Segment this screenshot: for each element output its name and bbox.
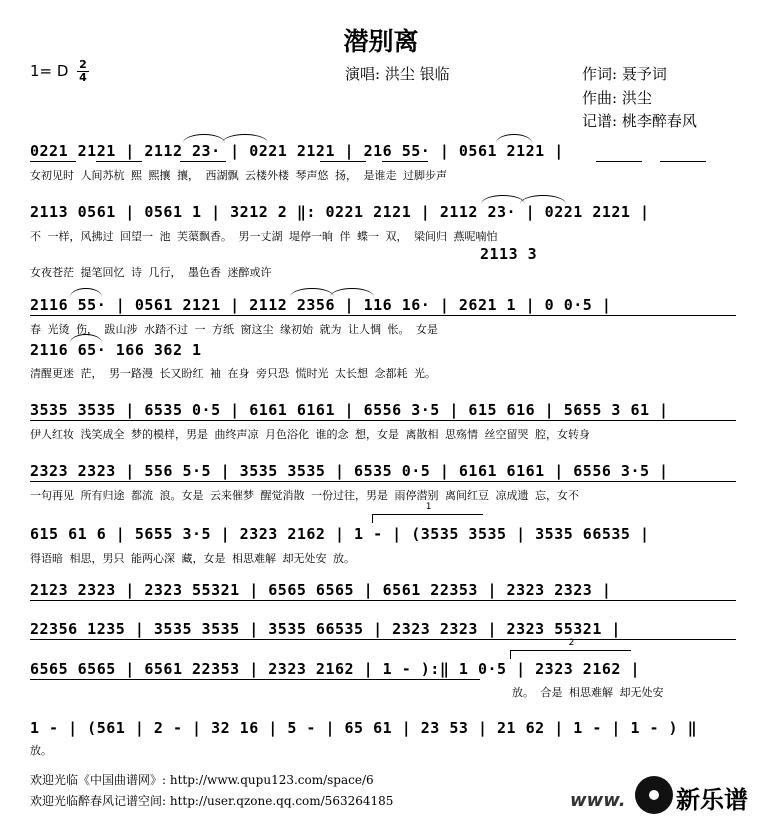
volta-bracket-first — [372, 502, 483, 523]
notation-line-10: 1 - | (561 | 2 - | 32 16 | 5 - | 65 61 | 23 53 | 21 62 | 1 - | 1 - ) ‖ — [30, 719, 698, 737]
notation-line-3: 2116 55· | 0561 2121 | 2112 2356 | 116 16· | 2621 1 | 0 0·5 | — [30, 296, 612, 314]
beam-line — [30, 481, 736, 482]
notation-line-1: 0221 2121 | 2112 23· | 0221 2121 | 216 55· | 0561 2121 | — [30, 142, 564, 160]
beam-line — [180, 161, 226, 162]
slur-mark — [70, 288, 102, 297]
lyric-line-1: 女初见时 人间苏杭 熙 熙攘 攘， 西湖飘 云楼外楼 琴声悠 扬， 是谁走 过脚步声 — [30, 169, 447, 182]
slur-mark — [481, 195, 525, 204]
watermark-logo — [570, 776, 758, 816]
footer-space-link: 欢迎光临醉春风记谱空间: http://user.qzone.qq.com/563264185 — [30, 794, 394, 808]
record-disc-icon — [635, 776, 673, 814]
transcriber-credit: 记谱: 桃李醉春风 — [582, 112, 697, 130]
beam-line — [660, 161, 706, 162]
notation-line-3-alt: 2116 65· 166 362 1 — [30, 341, 202, 359]
notation-line-4: 3535 3535 | 6535 0·5 | 6161 6161 | 6556 3·5 | 615 616 | 5655 3 61 | — [30, 401, 669, 419]
beam-line — [596, 161, 642, 162]
beam-line — [30, 315, 736, 316]
notation-line-2-alt: 2113 3 — [480, 245, 538, 263]
beam-line — [382, 161, 428, 162]
composer-credit: 作曲: 洪尘 — [582, 89, 652, 107]
notation-line-2: 2113 0561 | 0561 1 | 3212 2 ‖: 0221 2121 | 2112 23· | 0221 2121 | — [30, 203, 650, 221]
time-signature — [77, 59, 89, 84]
slur-mark — [183, 134, 225, 143]
beam-line — [30, 600, 736, 601]
beam-line — [30, 639, 736, 640]
singer-credit: 演唱: 洪尘 银临 — [345, 65, 450, 83]
beam-line — [30, 161, 76, 162]
lyric-line-4: 伊人红妆 浅笑成全 梦的模样，男是 曲终声凉 月色浴化 谁的念 想，女是 离散相 思殇情 丝空留哭 腔，女转身 — [30, 428, 590, 441]
slur-mark — [496, 134, 532, 143]
beam-line — [96, 161, 142, 162]
lyric-line-5: 一句再见 所有归途 都流 浪。女是 云来催梦 醒觉消散 一份过往，男是 雨停潜别 离间红豆 凉成遗 忘，女不 — [30, 489, 579, 502]
slur-mark — [520, 195, 566, 204]
watermark-www: www. — [570, 790, 626, 811]
lyric-line-3-alt: 清醒更迷 茫， 男一路漫 长又盼红 袖 在身 旁只恐 慌时光 太长想 念都耗 光。 — [30, 367, 436, 380]
slur-mark — [222, 134, 268, 143]
notation-line-5: 2323 2323 | 556 5·5 | 3535 3535 | 6535 0·5 | 6161 6161 | 6556 3·5 | — [30, 462, 669, 480]
volta-number: 2 — [568, 638, 575, 648]
volta-bracket-second — [510, 638, 631, 659]
notation-line-8: 22356 1235 | 3535 3535 | 3535 66535 | 2323 2323 | 2323 55321 | — [30, 620, 621, 638]
volta-number: 1 — [425, 502, 432, 512]
beam-line — [30, 420, 736, 421]
notation-line-6: 615 61 6 | 5655 3·5 | 2323 2162 | 1 - | (3535 3535 | 3535 66535 | — [30, 525, 650, 543]
slur-mark — [330, 288, 374, 297]
beam-line — [320, 161, 366, 162]
key-signature: 1= D — [30, 62, 69, 80]
lyric-line-6: 得语暗 相思，男只 能两心深 藏，女是 相思难解 却无处安 放。 — [30, 552, 355, 565]
watermark-brand: 新乐谱 — [676, 786, 748, 814]
footer-site-link: 欢迎光临《中国曲谱网》: http://www.qupu123.com/space/6 — [30, 773, 374, 787]
lyric-line-3: 春 光烫 伤， 跋山涉 水踏不过 一 方纸 窗这尘 缘初始 就为 让人惆 怅。 女是 — [30, 323, 438, 336]
time-signature-denominator: 4 — [79, 71, 87, 84]
notation-line-9: 6565 6565 | 6561 22353 | 2323 2162 | 1 - ):‖ 1 0·5 | 2323 2162 | — [30, 660, 640, 678]
lyricist-credit: 作词: 聂予词 — [582, 65, 667, 83]
beam-line — [30, 679, 480, 680]
song-title: 潜别离 — [343, 27, 419, 56]
lyric-line-10: 放。 — [30, 744, 52, 757]
slur-mark — [290, 288, 334, 297]
time-signature-numerator: 2 — [77, 59, 89, 72]
notation-line-7: 2123 2323 | 2323 55321 | 6565 6565 | 6561 22353 | 2323 2323 | — [30, 581, 612, 599]
lyric-line-2-alt: 女夜苍茫 提笔回忆 诗 几行， 墨色香 迷醉或许 — [30, 266, 272, 279]
lyric-line-2: 不 一样，风拂过 回望一 池 芙蕖飘香。 男一丈湖 堤停一晌 伴 蝶一 双， 梁间归 燕呢喃怕 — [30, 230, 498, 243]
lyric-line-9: 放。 合是 相思难解 却无处安 — [512, 686, 664, 699]
